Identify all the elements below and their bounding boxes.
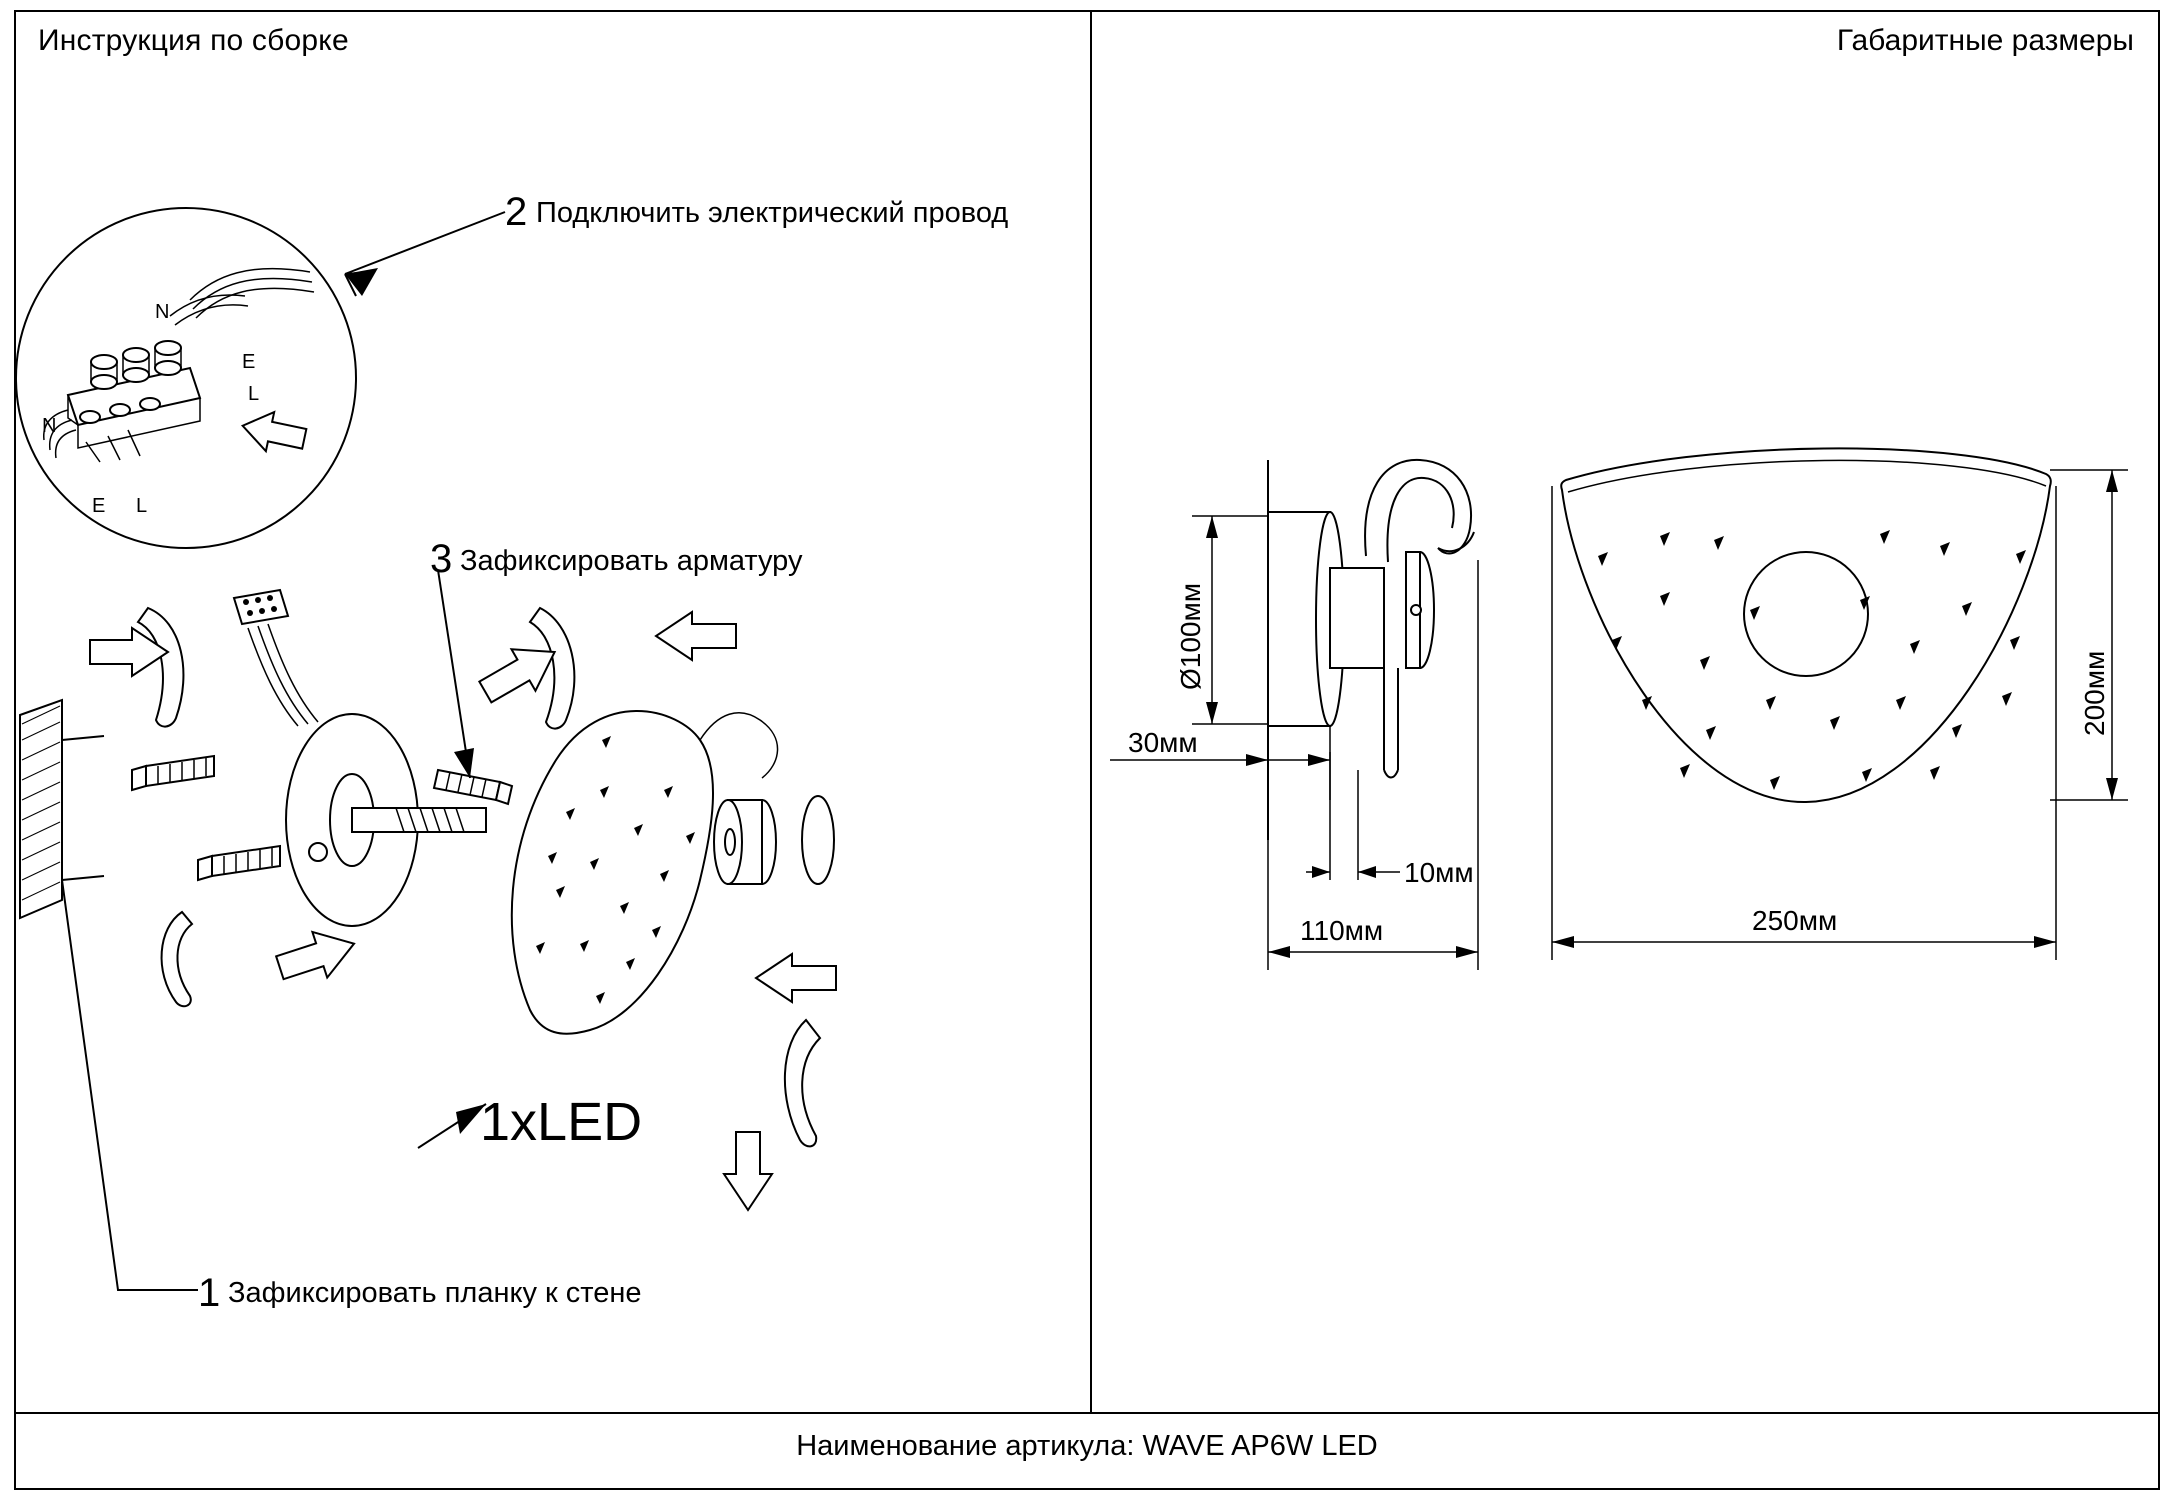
dim-wall-offset-label: 30мм [1128,727,1198,758]
screw-upper [132,756,214,790]
side-arm [1330,568,1384,668]
step-1-label: Зафиксировать планку к стене [228,1277,642,1309]
front-shade-hole [1744,552,1868,676]
step-1-number: 1 [198,1271,221,1315]
decor-shade [512,711,713,1034]
step-2-label: Подключить электрический провод [536,197,1009,229]
step-3-number: 3 [430,537,453,581]
step-2-number: 2 [505,190,528,234]
dim-diameter [1175,516,1268,724]
lamp-count-label: 1xLED [480,1092,643,1152]
terminal-label-e-top: E [242,351,256,373]
terminal-label-l-top: L [248,383,260,405]
terminal-label-l-bottom: L [136,495,148,517]
bracket-arc-right-bottom [785,1020,820,1146]
detail-arrow [238,406,308,458]
end-cap [714,800,776,884]
terminal-label-n-bottom: N [42,415,57,437]
title-assembly-instruction: Инструкция по сборке [38,24,349,57]
terminal-label-n-top: N [155,301,170,323]
terminal-label-e-bottom: E [92,495,106,517]
fixing-screw [434,770,512,804]
bracket-arc-bottom [162,912,192,1006]
dim-projection-label: 110мм [1300,915,1384,946]
washer [802,796,834,884]
wall-plate [20,700,62,918]
dim-height-label: 200мм [2079,650,2110,736]
dim-wall-offset [1110,726,1330,800]
dim-width-label: 250мм [1752,905,1838,936]
title-overall-dimensions: Габаритные размеры [1836,24,2134,57]
screw-lower [198,846,280,880]
dim-diameter-label: Ø100мм [1175,583,1206,690]
dim-height [2050,470,2128,800]
wire-connector [234,590,288,624]
step-3-label: Зафиксировать арматуру [460,545,803,577]
dim-plate-thickness [1306,752,1474,888]
threaded-rod [352,808,486,832]
dim-plate-thickness-label: 10мм [1404,857,1474,888]
article-name: Наименование артикула: WAVE AP6W LED [796,1430,1378,1462]
